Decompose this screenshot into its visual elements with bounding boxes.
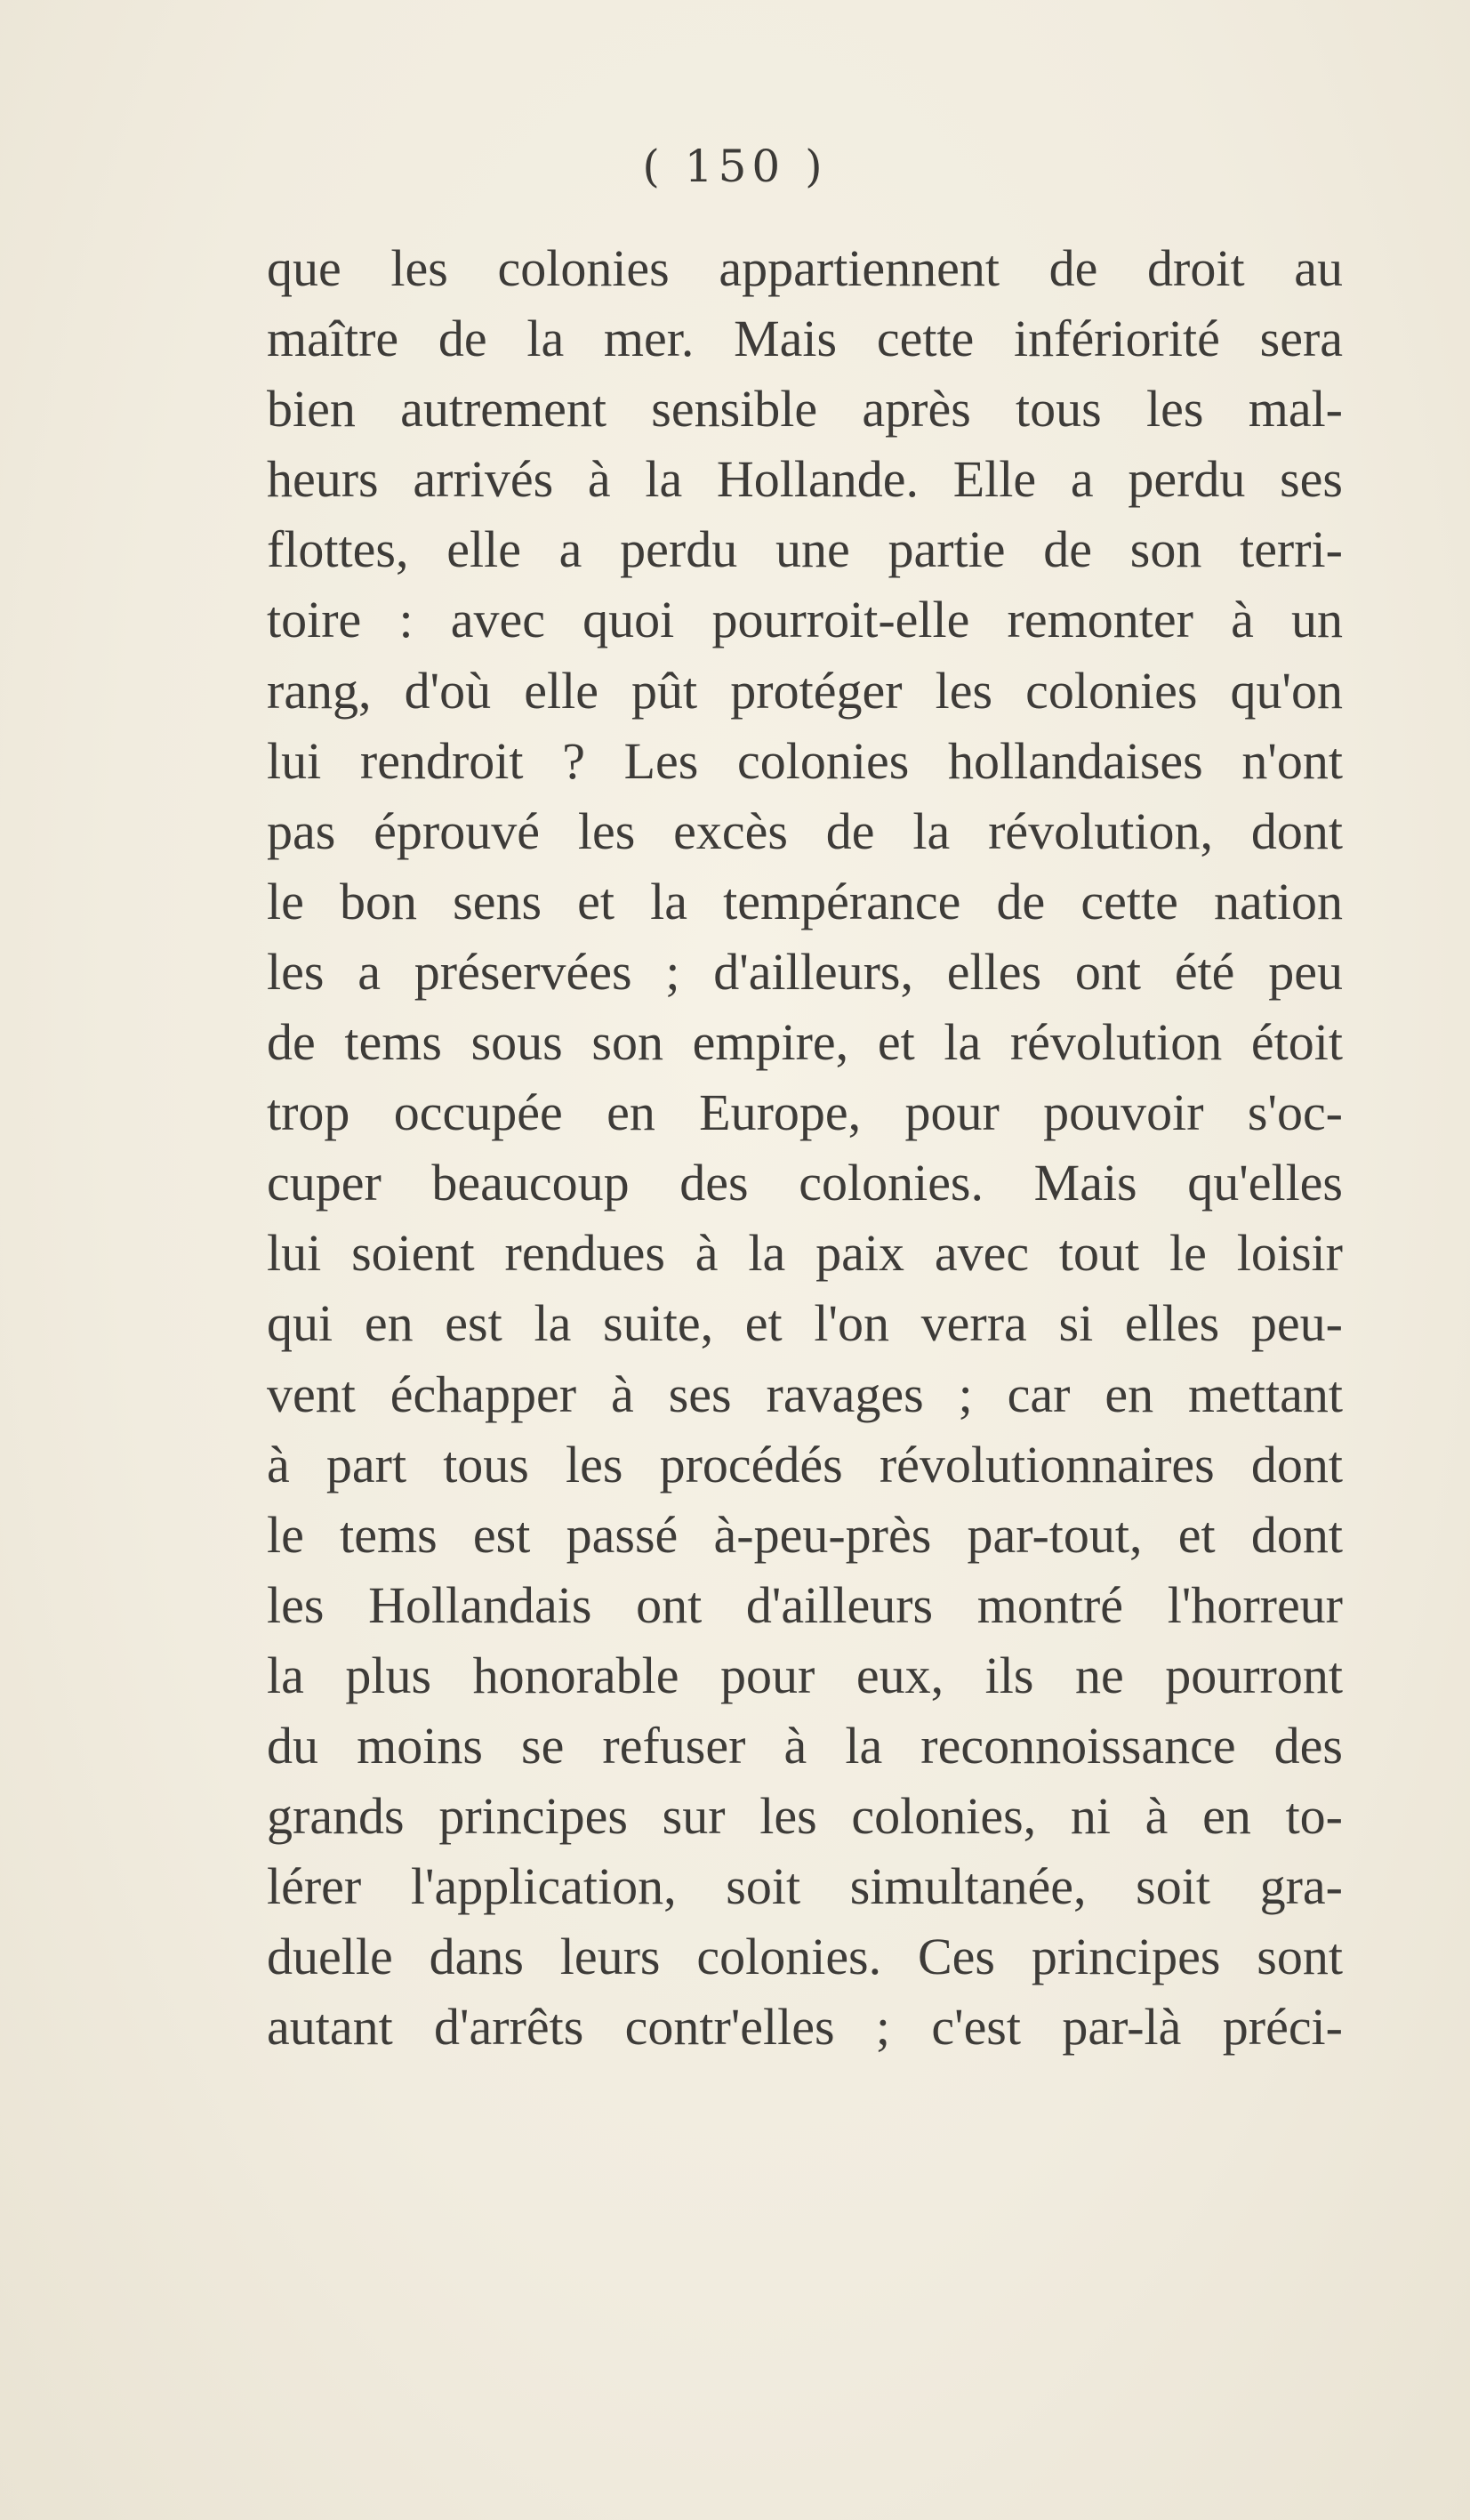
text-line: à part tous les procédés révolutionnaires dont <box>267 1435 1343 1493</box>
text-line: le tems est passé à-peu-près par-tout, et dont <box>267 1505 1343 1564</box>
text-line: vent échapper à ses ravages ; car en mettant <box>267 1365 1343 1423</box>
text-line: lui soient rendues à la paix avec tout le loisir <box>267 1224 1343 1283</box>
text-line: grands principes sur les colonies, ni à en to- <box>267 1787 1343 1846</box>
text-line: maître de la mer. Mais cette infériorité sera <box>267 310 1343 368</box>
text-line: que les colonies appartiennent de droit au <box>267 239 1343 297</box>
text-line: heurs arrivés à la Hollande. Elle a perdu ses <box>267 450 1343 509</box>
text-line: le bon sens et la tempérance de cette nation <box>267 872 1343 930</box>
text-line: autant d'arrêts contr'elles ; c'est par-là préci- <box>267 1998 1343 2057</box>
page-number-header: ( 150 ) <box>642 141 828 192</box>
text-line: lui rendroit ? Les colonies hollandaises n'ont <box>267 731 1343 790</box>
text-line: flottes, elle a perdu une partie de son terri- <box>267 520 1343 579</box>
text-line: rang, d'où elle pût protéger les colonies qu'on <box>267 661 1343 720</box>
text-line: cuper beaucoup des colonies. Mais qu'elles <box>267 1154 1343 1212</box>
text-line: toire : avec quoi pourroit-elle remonter à un <box>267 591 1343 649</box>
page-body-text <box>267 233 1343 2062</box>
text-line: les Hollandais ont d'ailleurs montré l'horreur <box>267 1575 1343 1634</box>
text-line: trop occupée en Europe, pour pouvoir s'oc- <box>267 1083 1343 1142</box>
text-line: qui en est la suite, et l'on verra si elles peu- <box>267 1294 1343 1353</box>
text-line: de tems sous son empire, et la révolution étoit <box>267 1013 1343 1072</box>
text-line: la plus honorable pour eux, ils ne pourront <box>267 1646 1343 1704</box>
text-line: du moins se refuser à la reconnoissance des <box>267 1716 1343 1775</box>
text-line: bien autrement sensible après tous les mal- <box>267 380 1343 439</box>
text-line: lérer l'application, soit simultanée, soit gra- <box>267 1857 1343 1916</box>
text-line: pas éprouvé les excès de la révolution, dont <box>267 801 1343 860</box>
text-line: duelle dans leurs colonies. Ces principes sont <box>267 1928 1343 1986</box>
text-line: les a préservées ; d'ailleurs, elles ont été peu <box>267 942 1343 1001</box>
